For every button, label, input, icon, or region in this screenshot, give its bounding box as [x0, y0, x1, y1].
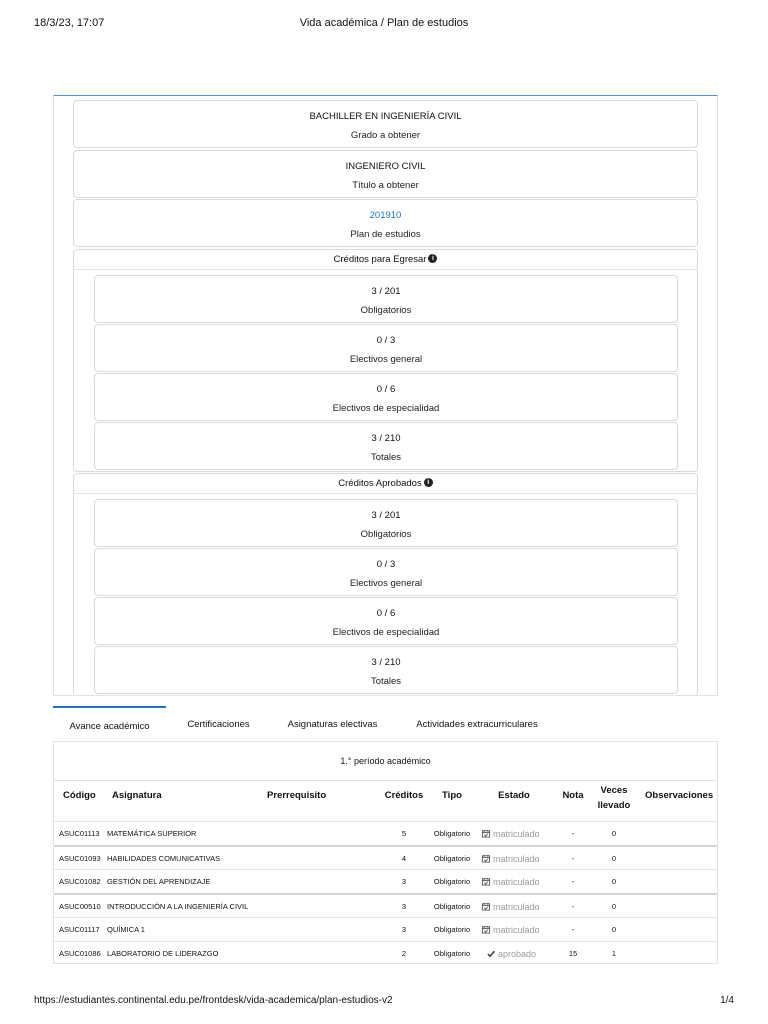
tab-actividades-extracurriculares[interactable]: Actividades extracurriculares [416, 719, 538, 730]
header-creditos: Créditos [384, 790, 424, 801]
degree-box [73, 100, 698, 148]
cell-estado [481, 847, 540, 871]
tab-avance-academico[interactable]: Avance académico [53, 706, 166, 741]
period-title: 1.° período académico [54, 742, 717, 781]
cell-codigo: ASUC01082 [59, 877, 101, 886]
cell-estado [481, 918, 540, 942]
approved-box-electivos-especialidad [94, 597, 678, 645]
credit-value: 0 / 3 [376, 559, 396, 570]
header-asignatura: Asignatura [112, 790, 162, 801]
cell-veces: 0 [611, 925, 617, 934]
estado-label: matriculado [493, 829, 540, 839]
estado-label: aprobado [498, 949, 537, 959]
credit-label: Electivos de especialidad [332, 627, 440, 638]
credits-to-graduate-section [73, 249, 698, 472]
credit-label: Obligatorios [360, 305, 412, 316]
page-number: 1/4 [720, 995, 734, 1006]
credit-label: Electivos general [349, 578, 423, 589]
cell-nota: - [571, 877, 575, 886]
cell-nota: - [571, 854, 575, 863]
cell-asignatura: HABILIDADES COMUNICATIVAS [107, 854, 221, 863]
cell-nota: - [571, 902, 575, 911]
estado-label: matriculado [493, 877, 540, 887]
table-row [54, 845, 717, 869]
plan-box [73, 199, 698, 247]
table-row [54, 893, 717, 917]
approved-box-obligatorios [94, 499, 678, 547]
plan-summary-card [53, 95, 718, 696]
cell-tipo: Obligatorio [433, 902, 471, 911]
calendar-check-icon [481, 829, 491, 838]
cell-estado [486, 942, 536, 966]
header-veces-llevado [594, 783, 634, 813]
print-title: Vida académica / Plan de estudios [299, 17, 469, 29]
credit-label: Obligatorios [360, 529, 412, 540]
cell-nota: - [571, 925, 575, 934]
header-veces-line2: llevado [597, 800, 631, 811]
cell-asignatura: MATEMÁTICA SUPERIOR [107, 829, 197, 838]
page-url[interactable]: https://estudiantes.continental.edu.pe/frontdesk/vida-academica/plan-estudios-v2 [34, 995, 393, 1006]
print-footer [34, 995, 734, 1009]
cell-creditos: 4 [401, 854, 407, 863]
credit-label: Electivos general [349, 354, 423, 365]
credit-value: 0 / 6 [376, 384, 396, 395]
plan-label: Plan de estudios [350, 229, 421, 240]
credit-value: 0 / 3 [376, 335, 396, 346]
credit-box-obligatorios [94, 275, 678, 323]
header-codigo: Código [63, 790, 96, 801]
estado-label: matriculado [493, 925, 540, 935]
cell-codigo: ASUC01086 [59, 949, 101, 958]
cell-asignatura: INTRODUCCIÓN A LA INGENIERÍA CIVIL [107, 902, 249, 911]
plan-value-link[interactable]: 201910 [369, 210, 402, 221]
cell-tipo: Obligatorio [433, 854, 471, 863]
credit-label: Electivos de especialidad [332, 403, 440, 414]
print-header [34, 17, 734, 31]
cell-veces: 0 [611, 902, 617, 911]
cell-asignatura: QUÍMICA 1 [107, 925, 145, 934]
cell-nota: 15 [568, 949, 578, 958]
cell-creditos: 3 [401, 925, 407, 934]
cell-creditos: 5 [401, 829, 407, 838]
degree-value: BACHILLER EN INGENIERÍA CIVIL [309, 111, 462, 122]
cell-veces: 0 [611, 854, 617, 863]
tab-bar [53, 706, 718, 741]
cell-asignatura: GESTIÓN DEL APRENDIZAJE [107, 877, 211, 886]
calendar-check-icon [481, 925, 491, 934]
estado-label: matriculado [493, 902, 540, 912]
cell-creditos: 3 [401, 877, 407, 886]
calendar-check-icon [481, 877, 491, 886]
credit-box-totales [94, 422, 678, 470]
cell-tipo: Obligatorio [433, 925, 471, 934]
info-icon[interactable]: i [428, 254, 437, 263]
header-prerrequisito: Prerrequisito [267, 790, 327, 801]
cell-veces: 1 [611, 949, 617, 958]
credit-box-electivos-general [94, 324, 678, 372]
cell-tipo: Obligatorio [433, 829, 471, 838]
credits-to-graduate-label: Créditos para Egresar [333, 254, 427, 265]
table-row [54, 941, 717, 965]
table-row [54, 917, 717, 941]
header-veces-line1: Veces [600, 785, 628, 796]
cell-codigo: ASUC01113 [59, 829, 100, 838]
cell-estado [481, 895, 540, 919]
header-estado: Estado [498, 790, 530, 801]
credits-approved-section [73, 473, 698, 696]
info-icon[interactable]: i [424, 478, 433, 487]
credit-box-electivos-especialidad [94, 373, 678, 421]
cell-codigo: ASUC01117 [59, 925, 100, 934]
credit-value: 0 / 6 [376, 608, 396, 619]
cell-creditos: 2 [401, 949, 407, 958]
title-box [73, 150, 698, 198]
cell-veces: 0 [611, 829, 617, 838]
cell-creditos: 3 [401, 902, 407, 911]
calendar-check-icon [481, 902, 491, 911]
courses-table [53, 741, 718, 964]
cell-codigo: ASUC01093 [59, 854, 101, 863]
tab-certificaciones[interactable]: Certificaciones [187, 719, 250, 730]
print-date: 18/3/23, 17:07 [34, 17, 105, 29]
degree-label: Grado a obtener [350, 130, 421, 141]
approved-box-totales [94, 646, 678, 694]
cell-tipo: Obligatorio [433, 949, 471, 958]
estado-label: matriculado [493, 854, 540, 864]
cell-tipo: Obligatorio [433, 877, 471, 886]
credit-value: 3 / 210 [371, 657, 401, 668]
header-nota: Nota [562, 790, 584, 801]
table-row [54, 821, 717, 845]
title-label: Título a obtener [352, 180, 419, 191]
cell-asignatura: LABORATORIO DE LIDERAZGO [107, 949, 219, 958]
credit-label: Totales [370, 676, 402, 687]
cell-veces: 0 [611, 877, 617, 886]
cell-estado [481, 822, 540, 846]
tab-asignaturas-electivas[interactable]: Asignaturas electivas [287, 719, 378, 730]
credits-approved-label: Créditos Aprobados [338, 478, 422, 489]
table-row [54, 869, 717, 893]
credit-label: Totales [370, 452, 402, 463]
approved-box-electivos-general [94, 548, 678, 596]
credit-value: 3 / 210 [371, 433, 401, 444]
calendar-check-icon [481, 854, 491, 863]
credits-approved-title [74, 474, 697, 494]
cell-estado [481, 870, 540, 894]
check-icon [486, 949, 496, 958]
credit-value: 3 / 201 [371, 510, 401, 521]
credits-to-graduate-title [74, 250, 697, 270]
header-tipo: Tipo [442, 790, 462, 801]
cell-nota: - [571, 829, 575, 838]
credit-value: 3 / 201 [371, 286, 401, 297]
title-value: INGENIERO CIVIL [345, 161, 426, 172]
cell-codigo: ASUC00510 [59, 902, 101, 911]
header-observaciones: Observaciones [645, 790, 714, 801]
